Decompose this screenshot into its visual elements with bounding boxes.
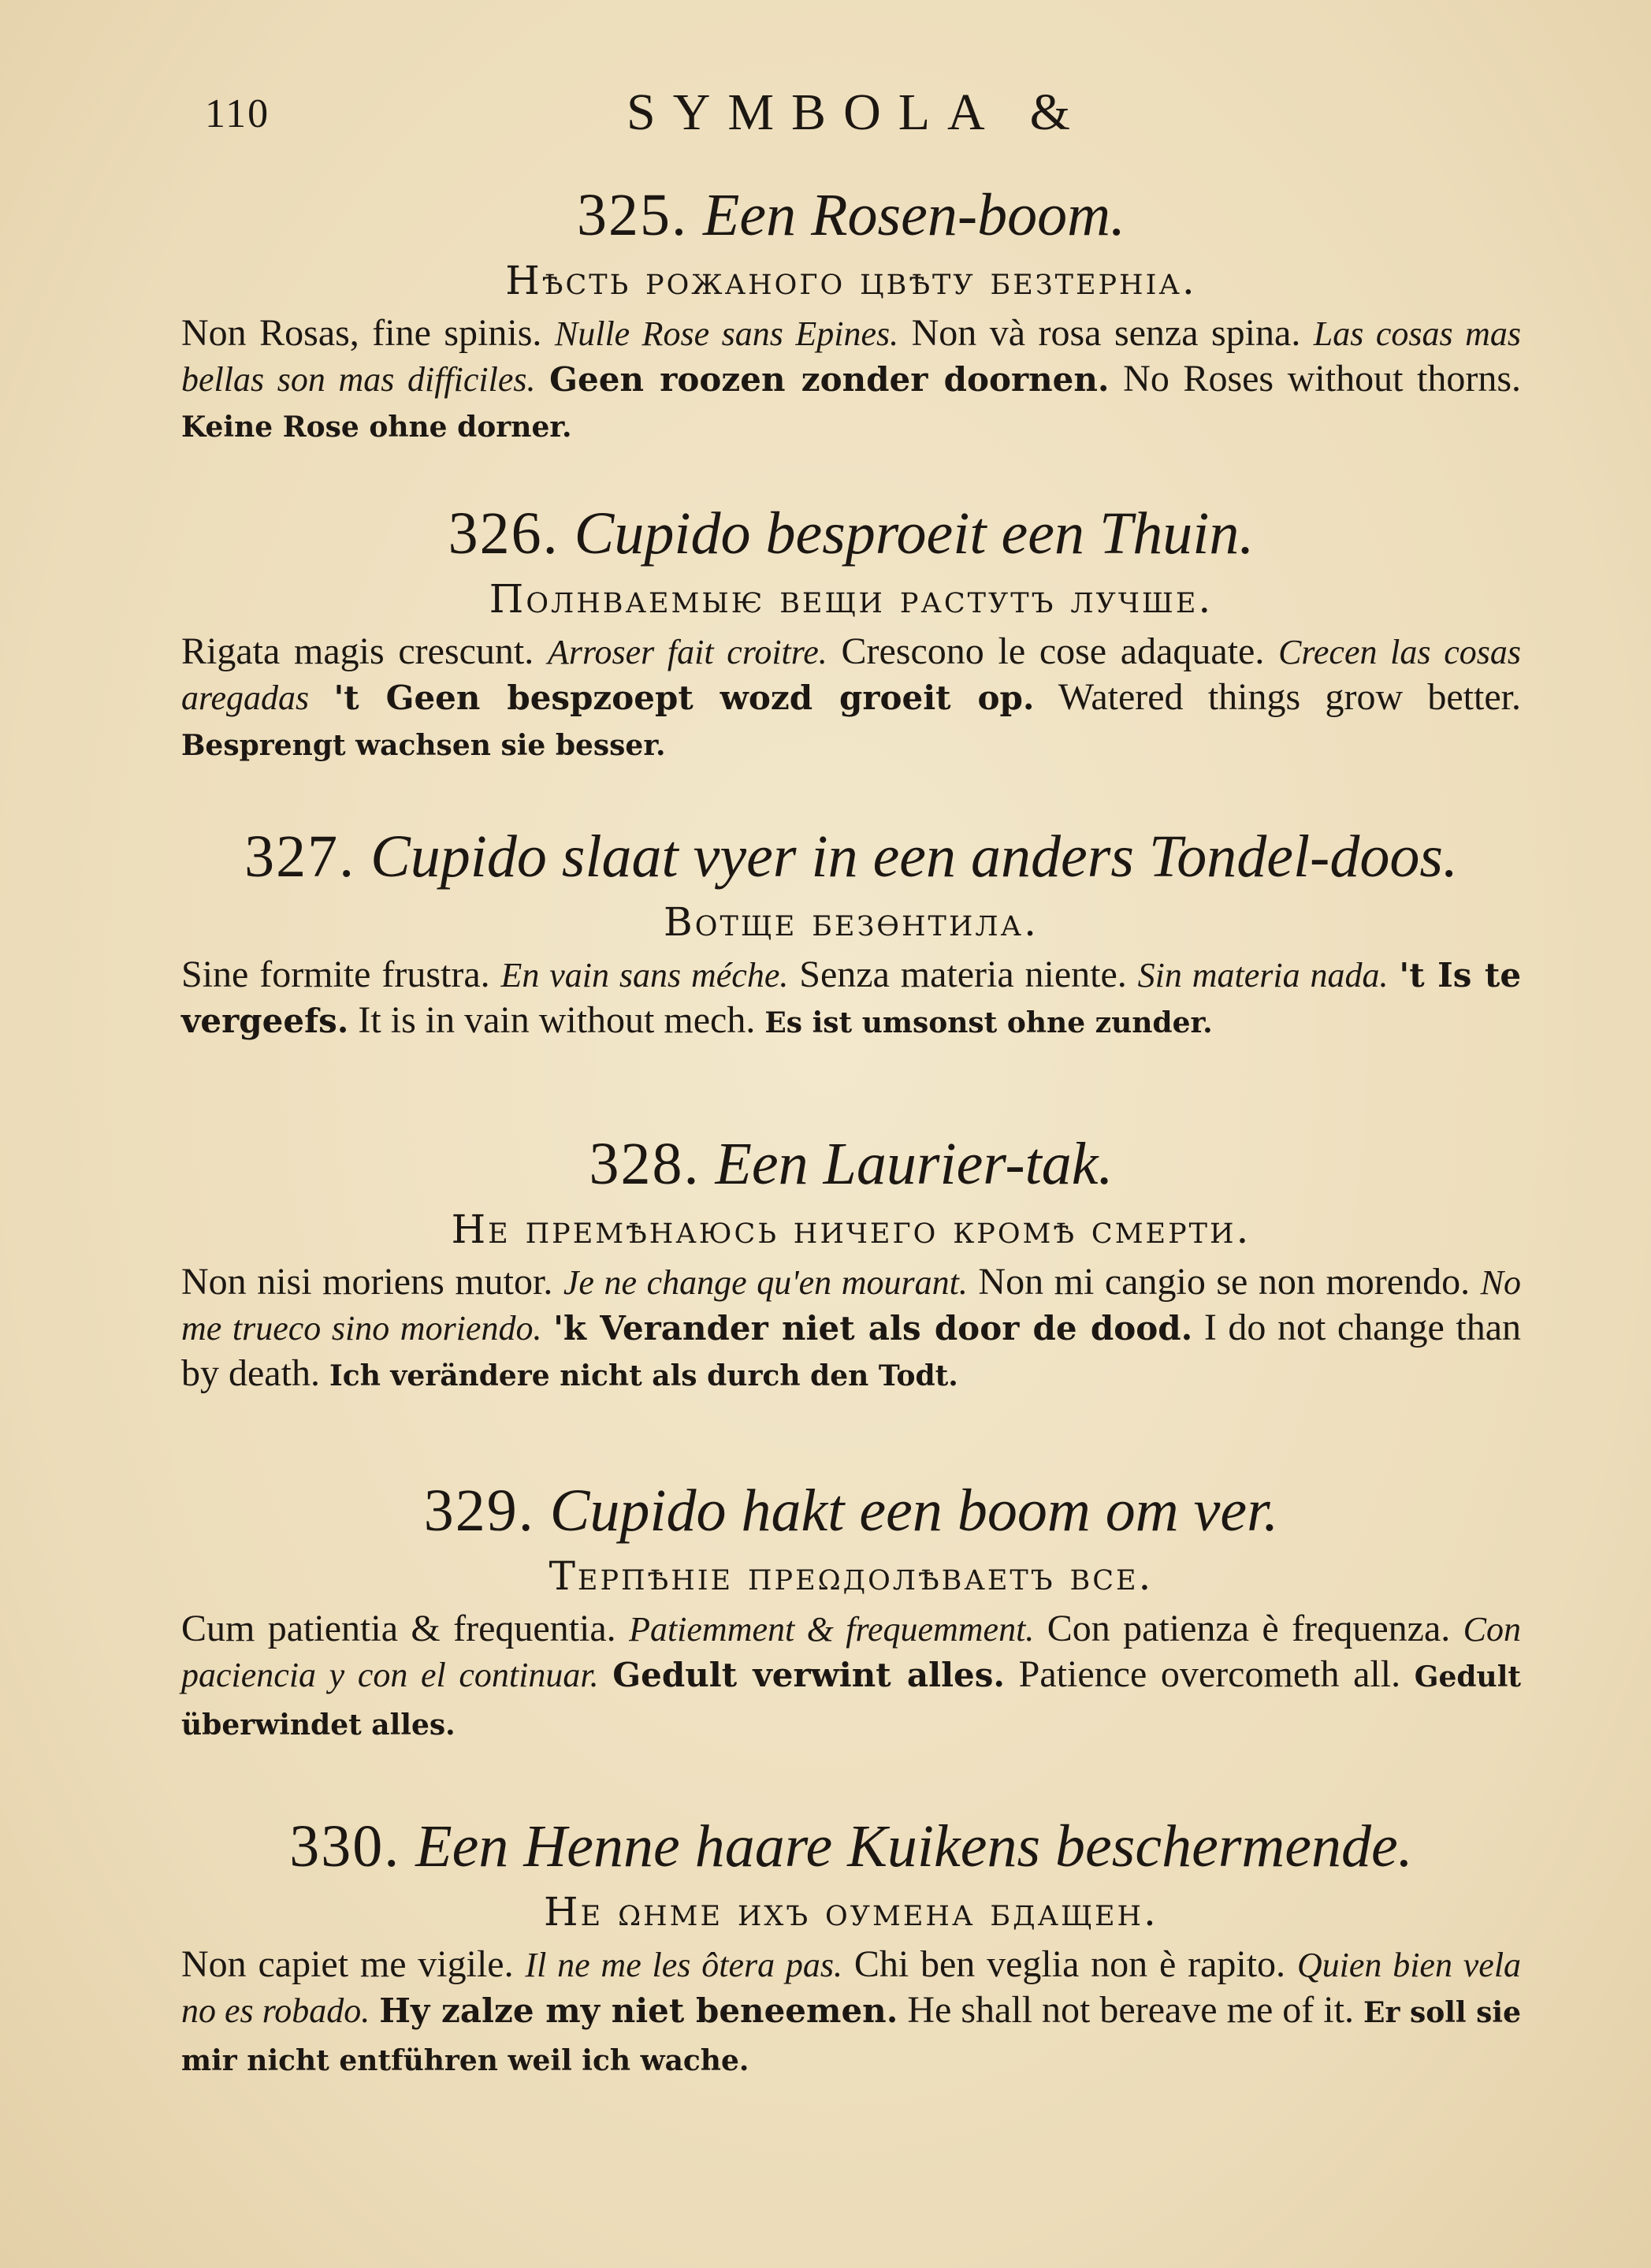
french-motto: Il ne me les ôtera pas.: [525, 1946, 843, 1984]
entry-title: [181, 821, 1521, 892]
dutch-motto: 't Geen bespzoept wozd groeit op.: [333, 679, 1035, 717]
french-motto: Arroser fait croitre.: [547, 633, 827, 671]
spanish-motto: No me trueco sino moriendo.: [181, 1263, 1522, 1348]
english-motto: Patience overcometh all.: [1018, 1653, 1401, 1695]
entry-title-text: Cupido slaat vyer in een anders Tondel-doos.: [370, 824, 1458, 890]
russian-motto: Не премѣнаюсь ничего кромѣ смерти.: [451, 1207, 1251, 1252]
motto-translations: [181, 1606, 1521, 1748]
italian-motto: Con patienza è frequenza.: [1047, 1608, 1451, 1649]
entry-title-text: Een Henne haare Kuikens beschermende.: [415, 1813, 1413, 1879]
emblem-entry: [181, 498, 1521, 768]
russian-motto: Не ωнме ихъ оумена бдащен.: [544, 1889, 1158, 1935]
motto-translations: [181, 1942, 1521, 2084]
italian-motto: Crescono le cose adaquate.: [841, 630, 1265, 672]
entry-title: [181, 1811, 1521, 1882]
latin-motto: Sine formite frustra.: [181, 954, 490, 995]
emblem-entry: [181, 1811, 1521, 2084]
german-motto: Besprengt wachsen sie besser.: [181, 729, 666, 762]
dutch-motto: Hy zalze my niet beneemen.: [379, 1991, 898, 2030]
spanish-motto: Crecen las cosas aregadas: [181, 633, 1522, 717]
latin-motto: Non Rosas, fine spinis.: [181, 312, 542, 354]
russian-motto: Вотще безѳнтила.: [664, 899, 1039, 945]
entry-number: 327.: [244, 824, 356, 890]
dutch-motto: Geen roozen zonder doornen.: [549, 360, 1110, 399]
entry-number: 329.: [423, 1478, 535, 1544]
spanish-motto: Quien bien vela no es robado.: [181, 1946, 1522, 2030]
dutch-motto: 't Is te vergeefs.: [181, 956, 1522, 1040]
spanish-motto: Con paciencia y con el continuar.: [181, 1610, 1522, 1694]
entry-title: [181, 180, 1521, 251]
latin-motto: Rigata magis crescunt.: [181, 630, 534, 672]
english-motto: No Roses without thorns.: [1123, 358, 1522, 400]
german-motto: Gedult überwindet alles.: [181, 1660, 1522, 1742]
entry-number: 325.: [576, 182, 688, 248]
entry-title: [181, 498, 1521, 569]
english-motto: He shall not bereave me of it.: [907, 1989, 1354, 2031]
german-motto: Es ist umsonst ohne zunder.: [764, 1006, 1213, 1039]
entry-title: [181, 1475, 1521, 1546]
russian-motto: Полнваемыѥ вещи растутъ лучше.: [489, 576, 1214, 622]
dutch-motto: Gedult verwint alles.: [612, 1656, 1006, 1694]
italian-motto: Senza materia niente.: [799, 954, 1127, 995]
spanish-motto: Sin materia nada.: [1137, 956, 1389, 995]
french-motto: Nulle Rose sans Epines.: [554, 314, 899, 353]
emblem-entry: [181, 821, 1521, 1046]
emblem-entry: [181, 180, 1521, 450]
german-motto: Keine Rose ohne dorner.: [181, 411, 572, 444]
entry-number: 328.: [589, 1131, 701, 1197]
entry-number: 330.: [289, 1813, 401, 1879]
italian-motto: Non mi cangio se non morendo.: [978, 1261, 1471, 1303]
latin-motto: Non nisi moriens mutor.: [181, 1261, 553, 1303]
emblem-entry: [181, 1475, 1521, 1748]
french-motto: En vain sans méche.: [500, 956, 789, 995]
latin-motto: Non capiet me vigile.: [181, 1943, 514, 1985]
entry-number: 326.: [448, 500, 560, 567]
entry-title-text: Cupido hakt een boom om ver.: [549, 1478, 1279, 1544]
spanish-motto: Las cosas mas bellas son mas difficiles.: [181, 314, 1521, 399]
entry-title: [181, 1128, 1521, 1199]
motto-translations: [181, 952, 1521, 1046]
motto-translations: [181, 1259, 1521, 1399]
entry-title-text: Cupido besproeit een Thuin.: [574, 500, 1255, 567]
italian-motto: Non và rosa senza spina.: [911, 312, 1301, 354]
italian-motto: Chi ben veglia non è rapito.: [853, 1943, 1286, 1985]
dutch-motto: 'k Verander niet als door de dood.: [553, 1309, 1193, 1348]
russian-motto: Терпѣніе преωдолѣваетъ все.: [548, 1553, 1154, 1599]
russian-motto: Нѣсть рожаного цвѣту безтерніа.: [505, 258, 1197, 303]
entry-title-text: Een Rosen-boom.: [702, 182, 1126, 248]
page-number: 110: [205, 91, 270, 136]
emblem-entry: [181, 1128, 1521, 1399]
german-motto: Ich verändere nicht als durch den Todt.: [329, 1359, 958, 1392]
german-motto: Er soll sie mir nicht entführen weil ich wache.: [181, 1996, 1522, 2077]
motto-translations: [181, 629, 1521, 768]
page-header: [181, 83, 1521, 154]
english-motto: I do not change than by death.: [181, 1307, 1522, 1394]
french-motto: Je ne change qu'en mourant.: [563, 1263, 968, 1302]
entry-title-text: Een Laurier-tak.: [715, 1131, 1114, 1197]
latin-motto: Cum patientia & frequentia.: [181, 1608, 616, 1649]
english-motto: Watered things grow better.: [1058, 676, 1521, 718]
english-motto: It is in vain without mech.: [358, 999, 756, 1041]
running-head: SYMBOLA &: [627, 84, 1088, 141]
motto-translations: [181, 310, 1521, 450]
french-motto: Patiemment & frequemment.: [629, 1610, 1035, 1649]
